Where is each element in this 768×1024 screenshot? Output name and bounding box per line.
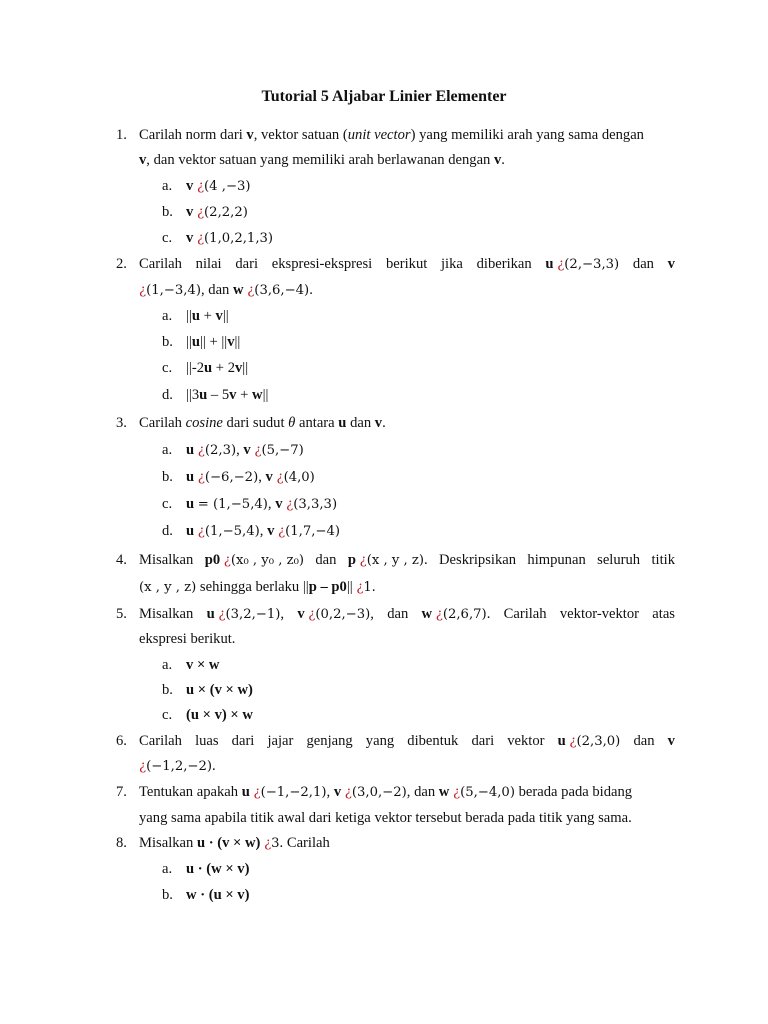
q6-number: 6.: [116, 733, 127, 749]
q2-item-b-letter: b.: [162, 334, 173, 350]
q5-item-b: u × (v × w): [186, 682, 253, 698]
q2-item-a-letter: a.: [162, 308, 173, 324]
q3-item-b: u ¿(−6,−2), v ¿(4,0): [186, 469, 315, 485]
q2-item-d: ||3u – 5v + w||: [186, 387, 269, 403]
q3-item-d-letter: d.: [162, 523, 173, 539]
q7-line2: yang sama apabila titik awal dari ketiga vektor tersebut berada pada titik yang sama.: [139, 810, 632, 826]
q6-line1: Carilah luas dari jajar genjang yang dibentuk dari vektor u ¿(2,3,0) dan v: [139, 733, 675, 749]
q4-number: 4.: [116, 552, 127, 568]
q2-item-c-letter: c.: [162, 360, 173, 376]
q2-number: 2.: [116, 256, 127, 272]
q2-item-a: ||u + v||: [186, 308, 229, 324]
q2-item-d-letter: d.: [162, 387, 173, 403]
q3-item-c-letter: c.: [162, 496, 173, 512]
q8-number: 8.: [116, 835, 127, 851]
q5-item-a: v × w: [186, 657, 220, 673]
document-title: Tutorial 5 Aljabar Linier Elementer: [261, 88, 507, 105]
q5-number: 5.: [116, 606, 127, 622]
q5-item-a-letter: a.: [162, 657, 173, 673]
q1-line1: Carilah norm dari v, vektor satuan (unit vector) yang memiliki arah yang sama dengan: [139, 127, 644, 143]
q1-item-b-letter: b.: [162, 204, 173, 220]
q8-item-a: u · (w × v): [186, 861, 250, 877]
q2-item-b: ||u|| + ||v||: [186, 334, 241, 350]
q1-number: 1.: [116, 127, 127, 143]
q1-line2: v, dan vektor satuan yang memiliki arah berlawanan dengan v.: [139, 152, 505, 168]
q3-item-d: u ¿(1,−5,4), v ¿(1,7,−4): [186, 523, 340, 539]
q2-line1: Carilah nilai dari ekspresi-ekspresi berikut jika diberikan u ¿(2,−3,3) dan v: [139, 256, 675, 272]
q8-item-b: w · (u × v): [186, 887, 250, 903]
q1-item-b: v ¿(2,2,2): [186, 204, 248, 220]
q5-line2: ekspresi berikut.: [139, 631, 236, 647]
q6-line2: ¿(−1,2,−2).: [139, 758, 216, 774]
q8-line1: Misalkan u · (v × w) ¿3. Carilah: [139, 835, 330, 851]
q4-line2: (x , y , z) sehingga berlaku ||p – p0|| ¿1.: [139, 579, 376, 595]
q5-line1: Misalkan u ¿(3,2,−1), v ¿(0,2,−3), dan w ¿(2,6,7). Carilah vektor-vektor atas: [139, 606, 675, 622]
q3-item-a-letter: a.: [162, 442, 173, 458]
q3-item-a: u ¿(2,3), v ¿(5,−7): [186, 442, 304, 458]
q2-item-c: ||-2u + 2v||: [186, 360, 249, 376]
q4-line1: Misalkan p0 ¿(x₀ , y₀ , z₀) dan p ¿(x , y , z). Deskripsikan himpunan seluruh titik: [139, 552, 675, 568]
q5-item-c: (u × v) × w: [186, 707, 253, 723]
q7-line1: Tentukan apakah u ¿(−1,−2,1), v ¿(3,0,−2), dan w ¿(5,−4,0) berada pada bidang: [139, 784, 633, 800]
q1-item-c-letter: c.: [162, 230, 173, 246]
q7-number: 7.: [116, 784, 127, 800]
q3-item-c: u = (1,−5,4), v ¿(3,3,3): [186, 496, 338, 512]
q1-item-a: v ¿(4 ,−3): [186, 178, 251, 194]
q1-item-a-letter: a.: [162, 178, 173, 194]
q3-number: 3.: [116, 415, 127, 431]
q8-item-b-letter: b.: [162, 887, 173, 903]
q3-item-b-letter: b.: [162, 469, 173, 485]
q2-line2: ¿(1,−3,4), dan w ¿(3,6,−4).: [139, 282, 313, 298]
q5-item-b-letter: b.: [162, 682, 173, 698]
q3-line1: Carilah cosine dari sudut θ antara u dan v.: [139, 415, 386, 431]
q1-item-c: v ¿(1,0,2,1,3): [186, 230, 274, 246]
q5-item-c-letter: c.: [162, 707, 173, 723]
q8-item-a-letter: a.: [162, 861, 173, 877]
